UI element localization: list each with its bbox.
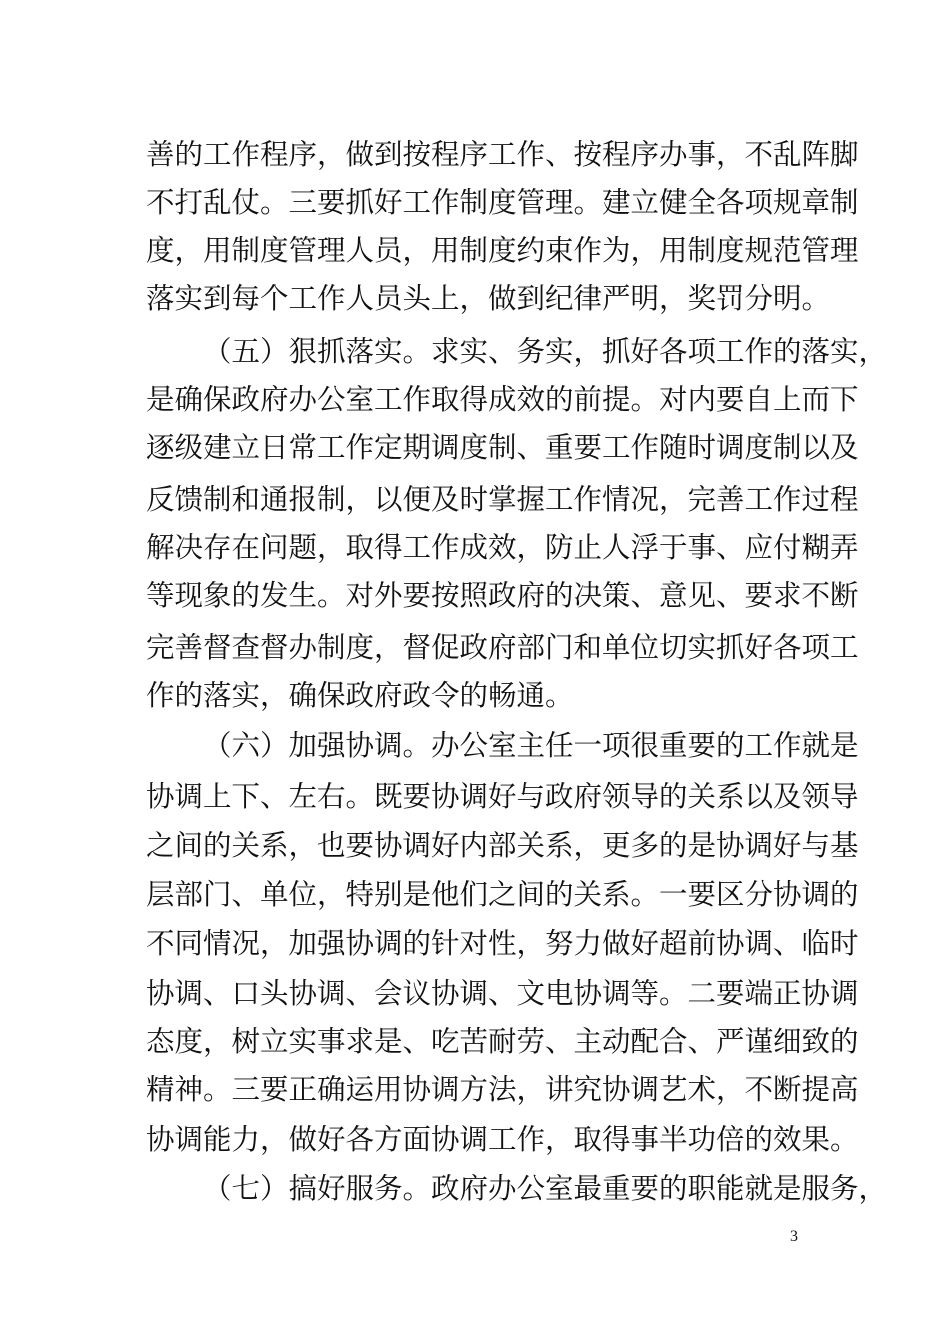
paragraph-first-line: （五）狠抓落实。求实、务实，抓好各项工作的落实， (203, 335, 888, 368)
text-line: 态度，树立实事求是、吃苦耐劳、主动配合、严谨细致的 (146, 1025, 859, 1058)
text-line: 善的工作程序，做到按程序工作、按程序办事，不乱阵脚 (146, 138, 859, 171)
text-line: 层部门、单位，特别是他们之间的关系。一要区分协调的 (146, 878, 859, 911)
text-line: 反馈制和通报制，以便及时掌握工作情况，完善工作过程 (146, 483, 859, 516)
text-line: 不打乱仗。三要抓好工作制度管理。建立健全各项规章制 (146, 186, 859, 219)
text-line: 协调能力，做好各方面协调工作，取得事半功倍的效果。 (146, 1123, 859, 1156)
text-line: 逐级建立日常工作定期调度制、重要工作随时调度制以及 (146, 431, 859, 464)
page-number: 3 (790, 1228, 798, 1245)
paragraph-first-line: （六）加强协调。办公室主任一项很重要的工作就是 (203, 729, 859, 762)
text-line: 落实到每个工作人员头上，做到纪律严明，奖罚分明。 (146, 282, 831, 315)
text-line: 不同情况，加强协调的针对性，努力做好超前协调、临时 (146, 927, 859, 960)
text-line: 解决存在问题，取得工作成效，防止人浮于事、应付糊弄 (146, 531, 859, 564)
text-line: 完善督查督办制度，督促政府部门和单位切实抓好各项工 (146, 631, 859, 664)
text-line: 精神。三要正确运用协调方法，讲究协调艺术，不断提高 (146, 1073, 859, 1106)
text-line: 协调上下、左右。既要协调好与政府领导的关系以及领导 (146, 780, 859, 813)
text-line: 是确保政府办公室工作取得成效的前提。对内要自上而下 (146, 383, 859, 416)
text-line: 度，用制度管理人员，用制度约束作为，用制度规范管理 (146, 234, 859, 267)
text-line: 之间的关系，也要协调好内部关系，更多的是协调好与基 (146, 829, 859, 862)
text-line: 等现象的发生。对外要按照政府的决策、意见、要求不断 (146, 579, 859, 612)
text-line: 作的落实，确保政府政令的畅通。 (146, 679, 574, 712)
text-line: 协调、口头协调、会议协调、文电协调等。二要端正协调 (146, 977, 859, 1010)
paragraph-first-line: （七）搞好服务。政府办公室最重要的职能就是服务， (203, 1172, 888, 1205)
